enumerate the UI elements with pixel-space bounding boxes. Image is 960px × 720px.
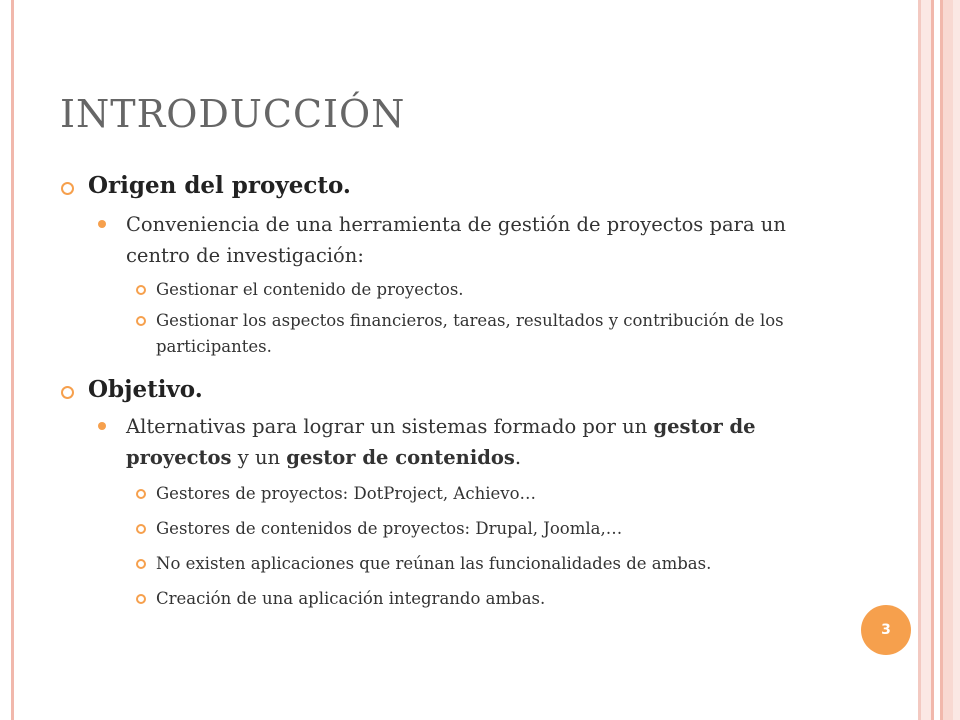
left-border-line bbox=[11, 0, 14, 720]
sub-bullet-point bbox=[58, 586, 818, 612]
ring-bullet-icon bbox=[136, 489, 146, 499]
bullet-point-text: . bbox=[514, 446, 522, 469]
bullet-bold-term: gestor de proyectos bbox=[126, 415, 756, 469]
bullet-point bbox=[58, 209, 818, 271]
ring-bullet-icon bbox=[136, 285, 146, 295]
dot-bullet-icon bbox=[98, 422, 106, 430]
bullet-point bbox=[58, 411, 818, 473]
sub-bullet-text: Gestores de contenidos de proyectos: Drupal, Joomla,… bbox=[156, 519, 623, 538]
sub-bullet-text: Gestionar el contenido de proyectos. bbox=[156, 280, 464, 299]
ring-bullet-icon bbox=[61, 182, 74, 195]
slide-content bbox=[58, 172, 818, 612]
bullet-point-text: Alternativas para lograr un sistemas formado por un bbox=[126, 415, 648, 438]
sub-bullet-point bbox=[58, 516, 818, 542]
sub-bullet-text: Creación de una aplicación integrando ambas. bbox=[156, 589, 546, 608]
section-heading bbox=[58, 376, 818, 403]
sub-bullet-text: Gestores de proyectos: DotProject, Achievo… bbox=[156, 484, 536, 503]
ring-bullet-icon bbox=[61, 386, 74, 399]
ring-bullet-icon bbox=[136, 316, 146, 326]
sub-bullet-point bbox=[58, 481, 818, 507]
bullet-point-text: Conveniencia de una herramienta de gestión de proyectos para un centro de investigación: bbox=[126, 213, 786, 267]
right-decor-stripe bbox=[953, 0, 960, 720]
ring-bullet-icon bbox=[136, 524, 146, 534]
slide-title: INTRODUCCIÓN bbox=[60, 92, 406, 136]
right-decor-stripe bbox=[943, 0, 953, 720]
right-decor-stripe bbox=[921, 0, 931, 720]
sub-bullet-text: No existen aplicaciones que reúnan las funcionalidades de ambas. bbox=[156, 554, 712, 573]
ring-bullet-icon bbox=[136, 559, 146, 569]
sub-bullet-point bbox=[58, 308, 818, 360]
section-heading bbox=[58, 172, 818, 199]
sub-bullet-text: Gestionar los aspectos financieros, tareas, resultados y contribución de los participantes. bbox=[156, 311, 784, 356]
page-number-badge: 3 bbox=[861, 605, 911, 655]
sub-bullet-point bbox=[58, 277, 818, 303]
section-heading-text: Origen del proyecto. bbox=[88, 172, 351, 199]
section-heading-text: Objetivo. bbox=[88, 376, 203, 403]
bullet-bold-term: gestor de contenidos bbox=[286, 446, 515, 469]
dot-bullet-icon bbox=[98, 220, 106, 228]
sub-bullet-point bbox=[58, 551, 818, 577]
bullet-point-text: y un bbox=[231, 446, 287, 469]
ring-bullet-icon bbox=[136, 594, 146, 604]
